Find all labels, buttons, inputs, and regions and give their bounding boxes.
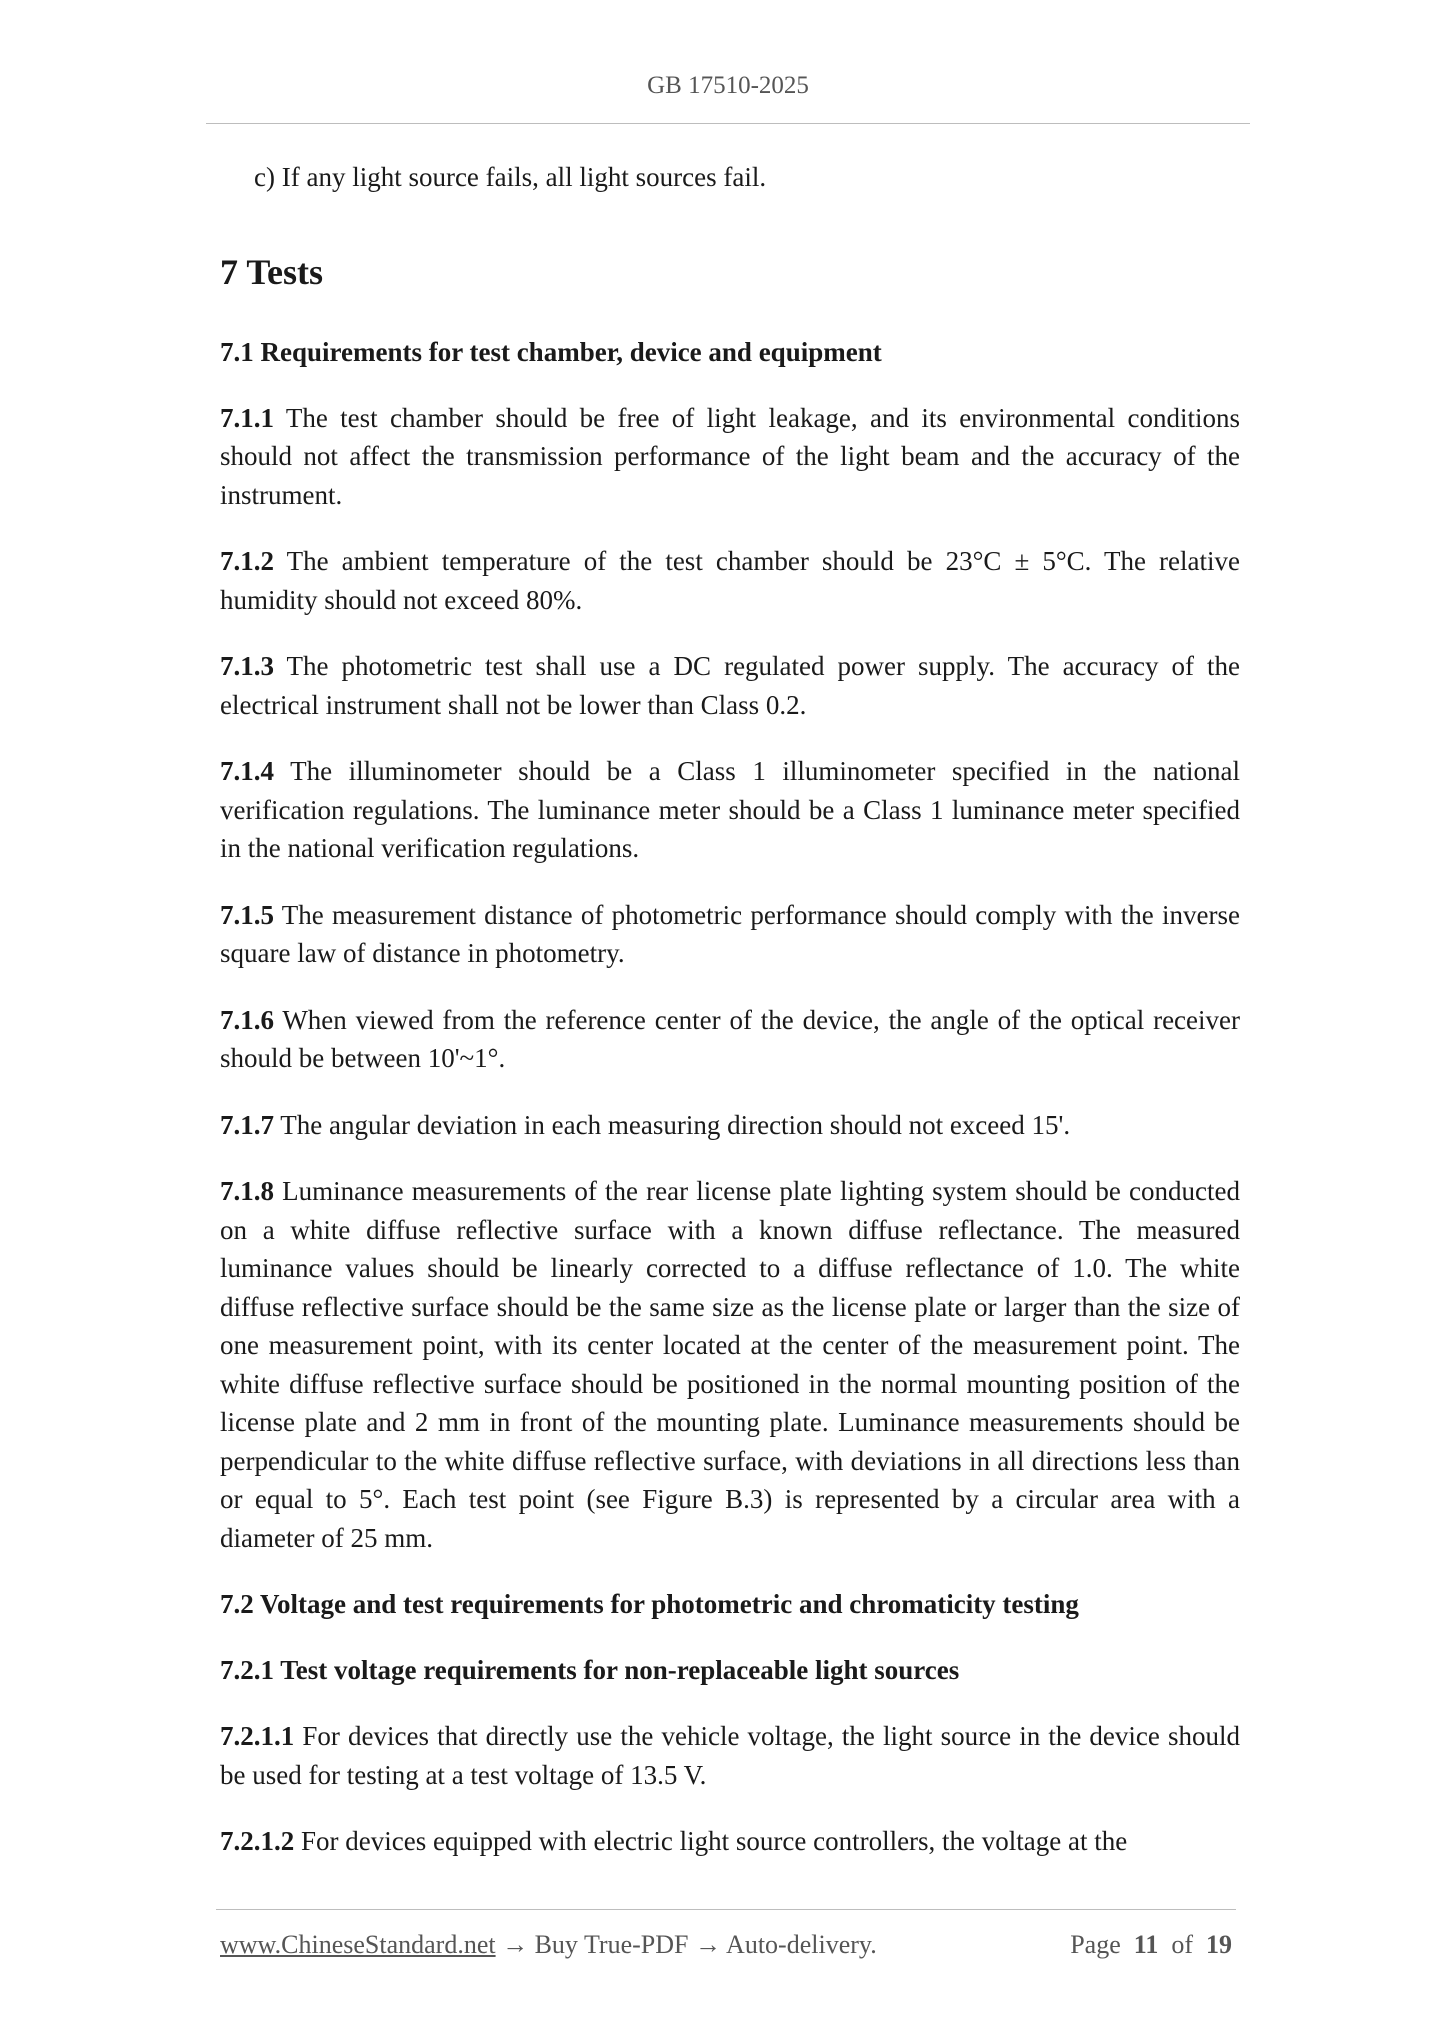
clause-7-1-2 <box>220 542 1240 619</box>
header-divider <box>206 123 1250 124</box>
clause-text: The photometric test shall use a DC regulated power supply. The accuracy of the electrical instrument shall not be lower than Class 0.2. <box>220 651 1240 720</box>
clause-text: When viewed from the reference center of the device, the angle of the optical receiver should be between 10'~1°. <box>220 1004 1240 1073</box>
page-label: Page <box>1070 1930 1121 1959</box>
clause-7-2-1-1 <box>220 1717 1240 1794</box>
site-link[interactable]: www.ChineseStandard.net <box>220 1930 496 1959</box>
clause-number: 7.2.1.1 <box>220 1721 295 1751</box>
clause-number: 7.1.8 <box>220 1176 274 1206</box>
clause-number: 7.1.6 <box>220 1004 274 1035</box>
clause-number: 7.1.4 <box>220 756 274 786</box>
clause-text: The measurement distance of photometric performance should comply with the inverse square law of distance in photometry. <box>220 899 1240 968</box>
page-number <box>1070 1930 1232 1960</box>
footer-promo <box>220 1930 877 1960</box>
list-item-c: c) If any light source fails, all light sources fail. <box>254 162 767 192</box>
page-current: 11 <box>1133 1930 1159 1959</box>
page-total: 19 <box>1206 1930 1232 1959</box>
page-of: of <box>1171 1930 1193 1959</box>
clause-text: For devices equipped with electric light source controllers, the voltage at the <box>301 1826 1128 1856</box>
running-header: GB 17510-2025 <box>647 72 809 99</box>
section-title: 7 Tests <box>220 251 324 292</box>
subsection-7-2-1-heading: 7.2.1 Test voltage requirements for non-replaceable light sources <box>220 1655 960 1685</box>
clause-number: 7.1.1 <box>220 402 274 433</box>
clause-7-1-8 <box>220 1172 1240 1557</box>
clause-7-1-1 <box>220 399 1240 515</box>
clause-number: 7.1.2 <box>220 546 274 576</box>
clause-text: The angular deviation in each measuring direction should not exceed 15'. <box>280 1109 1071 1140</box>
clause-7-1-4 <box>220 752 1240 868</box>
clause-text: Luminance measurements of the rear license plate lighting system should be conducted on a white diffuse reflective surface with a known diffuse reflectance. The measured luminance values should be linearly corrected to a diffuse reflectance of 1.0. The white diffuse reflective surface should be the same size as the license plate or larger than the size of one measurement point, with its center located at the center of the measurement point. The white diffuse reflective surface should be positioned in the normal mounting position of the license plate and 2 mm in front of the mounting plate. Luminance measurements should be perpendicular to the white diffuse reflective surface, with deviations in all directions less than or equal to 5°. Each test point (see Figure B.3) is represented by a circular area with a diameter of 25 mm. <box>220 1176 1240 1553</box>
subsection-7-2-heading: 7.2 Voltage and test requirements for photometric and chromaticity testing <box>220 1589 1079 1619</box>
clause-7-2-1-2 <box>220 1822 1240 1861</box>
clause-text: The test chamber should be free of light leakage, and its environmental conditions should not affect the transmission performance of the light beam and the accuracy of the instrument. <box>220 402 1240 510</box>
clause-text: The ambient temperature of the test chamber should be 23°C ± 5°C. The relative humidity should not exceed 80%. <box>220 546 1240 615</box>
page-footer <box>220 1930 1232 1960</box>
clause-number: 7.2.1.2 <box>220 1826 295 1856</box>
clause-number: 7.1.3 <box>220 651 274 681</box>
clause-number: 7.1.7 <box>220 1109 274 1140</box>
clause-text: The illuminometer should be a Class 1 illuminometer specified in the national verification regulations. The luminance meter should be a Class 1 luminance meter specified in the national verification regulations. <box>220 756 1241 863</box>
clause-number: 7.1.5 <box>220 899 274 930</box>
page-body <box>220 158 1240 1889</box>
clause-text: For devices that directly use the vehicle voltage, the light source in the device should be used for testing at a test voltage of 13.5 V. <box>220 1721 1240 1790</box>
clause-7-1-3 <box>220 647 1240 724</box>
clause-7-1-6 <box>220 1001 1240 1078</box>
subsection-7-1-heading: 7.1 Requirements for test chamber, device and equipment <box>220 336 882 367</box>
clause-7-1-7 <box>220 1106 1240 1145</box>
clause-7-1-5 <box>220 896 1240 973</box>
footer-nav-text: → Buy True-PDF → Auto-delivery. <box>495 1930 877 1959</box>
footer-divider <box>216 1909 1236 1910</box>
